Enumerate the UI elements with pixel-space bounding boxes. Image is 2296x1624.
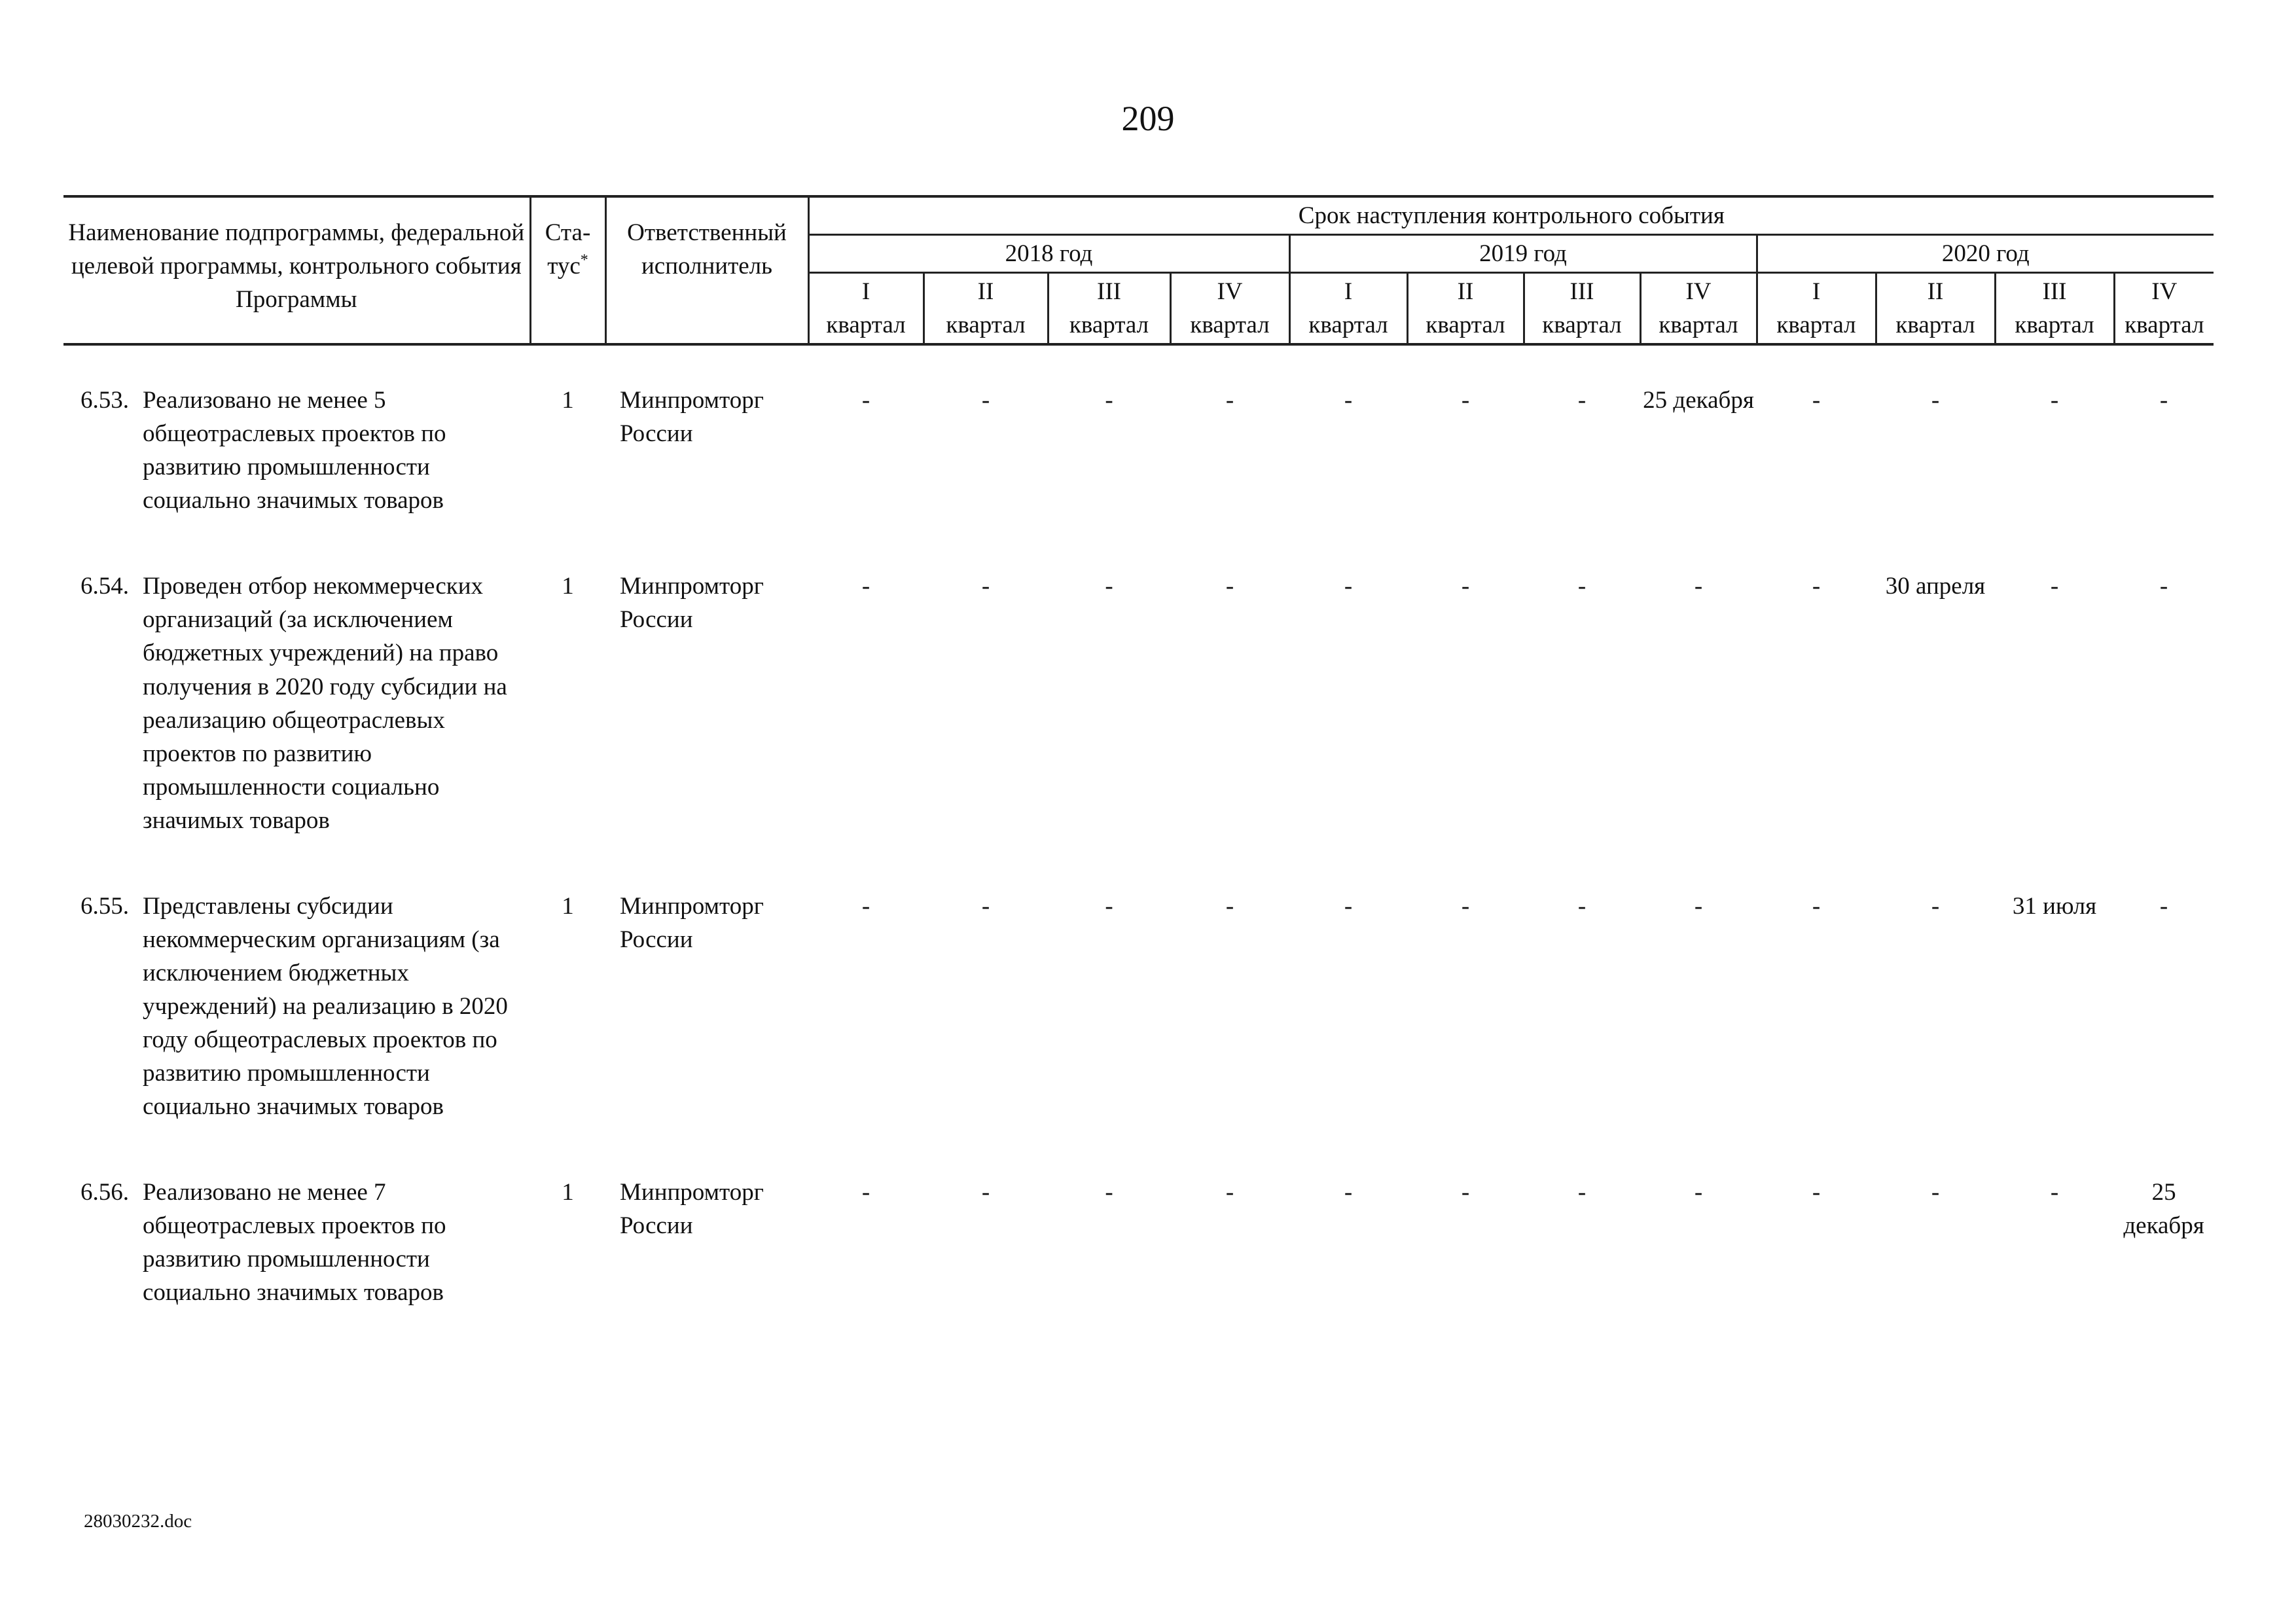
quarter-cell: - bbox=[1225, 892, 1234, 920]
event-number: 6.54. bbox=[81, 573, 129, 600]
header-quarter bbox=[1757, 273, 1876, 345]
quarter-word: квартал bbox=[1308, 312, 1388, 339]
quarter-word: квартал bbox=[1895, 312, 1975, 339]
quarter-cell: - bbox=[1461, 387, 1470, 414]
header-quarter bbox=[1995, 273, 2114, 345]
header-year-2018: 2018 год bbox=[808, 235, 1289, 273]
event-executor: Минпромторг России bbox=[620, 892, 764, 953]
quarter-cell: - bbox=[2159, 573, 2168, 600]
header-quarter bbox=[924, 273, 1048, 345]
quarter-cell: - bbox=[1577, 892, 1587, 920]
quarter-cell: - bbox=[1344, 1179, 1353, 1206]
event-number: 6.53. bbox=[81, 387, 129, 414]
quarter-cell: 25 декабря bbox=[1643, 387, 1754, 414]
quarter-cell: - bbox=[1694, 892, 1703, 920]
quarter-cell: - bbox=[1694, 573, 1703, 600]
quarter-cell: - bbox=[2159, 892, 2168, 920]
quarter-cell: - bbox=[981, 1179, 990, 1206]
quarter-cell: - bbox=[1577, 1179, 1587, 1206]
quarter-word: квартал bbox=[1776, 312, 1856, 339]
quarter-cell: - bbox=[1812, 387, 1821, 414]
quarter-cell: - bbox=[1694, 1179, 1703, 1206]
control-events-table bbox=[63, 195, 2214, 1324]
event-executor: Минпромторг России bbox=[620, 1179, 764, 1240]
quarter-word: квартал bbox=[826, 312, 906, 339]
quarter-cell: 31 июля bbox=[2012, 892, 2097, 920]
quarter-cell: - bbox=[1225, 573, 1234, 600]
table-header bbox=[63, 196, 2214, 344]
page-number: 209 bbox=[1121, 99, 1175, 138]
quarter-number: III bbox=[1570, 278, 1594, 306]
quarter-word: квартал bbox=[2125, 312, 2204, 339]
event-status: 1 bbox=[562, 387, 574, 414]
quarter-cell: - bbox=[1931, 387, 1940, 414]
quarter-cell: - bbox=[1225, 1179, 1234, 1206]
quarter-word: квартал bbox=[1069, 312, 1149, 339]
quarter-cell: - bbox=[861, 573, 870, 600]
quarter-number: IV bbox=[1685, 278, 1712, 306]
quarter-cell: - bbox=[981, 892, 990, 920]
quarter-number: II bbox=[1457, 278, 1474, 306]
quarter-cell: - bbox=[2159, 387, 2168, 414]
quarter-word: квартал bbox=[946, 312, 1026, 339]
quarter-number: III bbox=[1097, 278, 1121, 306]
header-quarter bbox=[1048, 273, 1170, 345]
table-row bbox=[63, 344, 2214, 532]
header-year-2020: 2020 год bbox=[1757, 235, 2214, 273]
quarter-cell: - bbox=[1812, 573, 1821, 600]
quarter-cell: - bbox=[1225, 387, 1234, 414]
quarter-cell: 30 апреля bbox=[1885, 573, 1986, 600]
header-quarter bbox=[808, 273, 924, 345]
table-body bbox=[63, 344, 2214, 1324]
event-title: Проведен отбор некоммерческих организаций (за исключением бюджетных учреждений) на право получения в 2020 году субсидии на реализацию общеотраслевых проектов по развитию промышленности социально значимых товаров bbox=[143, 573, 507, 834]
header-quarter bbox=[1640, 273, 1757, 345]
quarter-cell: - bbox=[1105, 1179, 1113, 1206]
quarter-cell: - bbox=[1461, 573, 1470, 600]
quarter-cell: - bbox=[2050, 573, 2059, 600]
header-executor: Ответственный исполнитель bbox=[605, 196, 808, 344]
quarter-number: III bbox=[2042, 278, 2067, 306]
header-quarter bbox=[1407, 273, 1524, 345]
header-quarter bbox=[1876, 273, 1995, 345]
quarter-cell: - bbox=[1812, 1179, 1821, 1206]
header-status-text: Ста-тус bbox=[545, 219, 591, 280]
quarter-cell: - bbox=[1105, 573, 1113, 600]
header-name: Наименование подпрограммы, федеральной целевой программы, контрольного события Программы bbox=[63, 196, 530, 344]
header-quarter bbox=[1289, 273, 1407, 345]
table-row bbox=[63, 532, 2214, 851]
event-title: Реализовано не менее 5 общеотраслевых проектов по развитию промышленности социально значимых товаров bbox=[143, 387, 446, 514]
quarter-cell: - bbox=[861, 1179, 870, 1206]
quarter-cell: - bbox=[861, 892, 870, 920]
quarter-cell: - bbox=[1344, 892, 1353, 920]
quarter-cell: - bbox=[1344, 573, 1353, 600]
table-row bbox=[63, 1138, 2214, 1324]
header-quarter bbox=[1170, 273, 1289, 345]
quarter-cell: - bbox=[861, 387, 870, 414]
quarter-word: квартал bbox=[1190, 312, 1270, 339]
event-status: 1 bbox=[562, 573, 574, 600]
quarter-cell: - bbox=[1461, 1179, 1470, 1206]
event-title: Реализовано не менее 7 общеотраслевых проектов по развитию промышленности социально значимых товаров bbox=[143, 1179, 446, 1307]
quarter-cell: - bbox=[1344, 387, 1353, 414]
quarter-word: квартал bbox=[2015, 312, 2094, 339]
quarter-word: квартал bbox=[1542, 312, 1622, 339]
quarter-number: IV bbox=[1217, 278, 1243, 306]
quarter-cell: - bbox=[1931, 1179, 1940, 1206]
header-deadline: Срок наступления контрольного события bbox=[808, 196, 2214, 235]
header-quarter bbox=[1524, 273, 1640, 345]
quarter-number: II bbox=[1927, 278, 1944, 306]
quarter-cell: - bbox=[1105, 892, 1113, 920]
event-status: 1 bbox=[562, 892, 574, 920]
event-number: 6.56. bbox=[81, 1179, 129, 1206]
quarter-cell: - bbox=[1577, 387, 1587, 414]
table-row bbox=[63, 852, 2214, 1138]
quarter-cell: 25 декабря bbox=[2123, 1179, 2204, 1240]
quarter-cell: - bbox=[981, 573, 990, 600]
header-quarter bbox=[2114, 273, 2214, 345]
header-year-2019: 2019 год bbox=[1289, 235, 1757, 273]
quarter-cell: - bbox=[1105, 387, 1113, 414]
quarter-word: квартал bbox=[1426, 312, 1505, 339]
footer-doc-name: 28030232.doc bbox=[84, 1511, 192, 1532]
event-executor: Минпромторг России bbox=[620, 387, 764, 448]
event-executor: Минпромторг России bbox=[620, 573, 764, 634]
quarter-number: I bbox=[861, 278, 870, 306]
quarter-number: IV bbox=[2151, 278, 2178, 306]
quarter-cell: - bbox=[1461, 892, 1470, 920]
quarter-number: I bbox=[1812, 278, 1821, 306]
quarter-cell: - bbox=[981, 387, 990, 414]
event-number: 6.55. bbox=[81, 892, 129, 920]
quarter-cell: - bbox=[1931, 892, 1940, 920]
quarter-cell: - bbox=[1812, 892, 1821, 920]
header-status bbox=[530, 196, 605, 344]
header-status-mark: * bbox=[580, 251, 588, 269]
quarter-number: II bbox=[977, 278, 994, 306]
quarter-word: квартал bbox=[1659, 312, 1738, 339]
event-title: Представлены субсидии некоммерческим организациям (за исключением бюджетных учреждений) на реализацию в 2020 году общеотраслевых проектов по развитию промышленности социально значимых товаров bbox=[143, 892, 508, 1121]
quarter-cell: - bbox=[2050, 387, 2059, 414]
quarter-cell: - bbox=[1577, 573, 1587, 600]
quarter-number: I bbox=[1344, 278, 1353, 306]
event-status: 1 bbox=[562, 1179, 574, 1206]
quarter-cell: - bbox=[2050, 1179, 2059, 1206]
